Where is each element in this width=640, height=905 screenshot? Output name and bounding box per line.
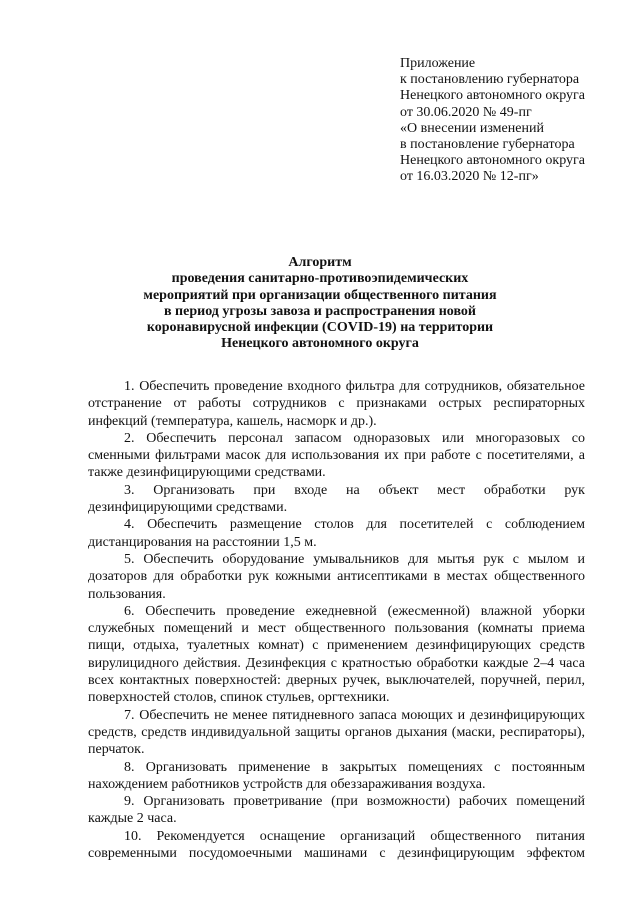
appendix-header [400,56,620,186]
appendix-line: от 16.03.2020 № 12-пг» [400,169,539,185]
list-item: 6. Обеспечить проведение ежедневной (ежесменной) влажной уборки служебных помещений и мест общественного пользования (комнаты приема пищи, отдыха, туалетных комнат) с применением дезинфицирующих средств вирулицидного действия. Дезинфекция с кратностью обработки каждые 2–4 часа всех контактных поверхностей: дверных ручек, выключателей, поручней, перил, поверхностей столов, спинок стульев, оргтехники. [88,603,585,706]
title-line: коронавирусной инфекции (COVID-19) на территории [146,320,494,336]
appendix-line: Ненецкого автономного округа [400,88,585,104]
appendix-line: Ненецкого автономного округа [400,153,585,169]
list-item: 7. Обеспечить не менее пятидневного запаса моющих и дезинфицирующих средств, средств индивидуальной защиты органов дыхания (маски, респираторы), перчаток. [88,707,585,758]
list-item: 10. Рекомендуется оснащение организаций общественного питания современными посудомоечными машинами с дезинфицирующим эффектом [88,828,585,862]
appendix-line: к постановлению губернатора [400,72,580,88]
list-item: 9. Организовать проветривание (при возможности) рабочих помещений каждые 2 часа. [88,794,585,827]
document-body [88,378,585,862]
title-line: Ненецкого автономного округа [221,336,419,352]
appendix-line: в постановление губернатора [400,137,575,153]
appendix-line: Приложение [400,56,476,71]
list-item: 5. Обеспечить оборудование умывальников для мытья рук с мылом и дозаторов для обработки рук кожными антисептиками в местах общественного пользования. [88,551,585,602]
title-line: мероприятий при организации общественного питания [143,287,497,303]
list-item: 4. Обеспечить размещение столов для посетителей с соблюдением дистанцирования на расстоянии 1,5 м. [88,517,585,550]
list-item: 8. Организовать применение в закрытых помещениях с постоянным нахождением работников устройств для обеззараживания воздуха. [88,759,585,792]
list-item: 2. Обеспечить персонал запасом одноразовых или многоразовых со сменными фильтрами масок для использования их при работе с посетителями, а также дезинфицирующими средствами. [88,430,585,481]
appendix-line: «О внесении изменений [400,120,544,136]
title-line: в период угрозы завоза и распространения новой [164,303,476,319]
title-line: Алгоритм [288,255,352,270]
document-title [120,255,520,353]
list-item: 3. Организовать при входе на объект мест обработки рук дезинфицирующими средствами. [88,482,585,516]
title-line: проведения санитарно-противоэпидемических [171,271,469,287]
appendix-line: от 30.06.2020 № 49-пг [400,104,532,120]
list-item: 1. Обеспечить проведение входного фильтра для сотрудников, обязательное отстранение от работы сотрудников с признаками острых респираторных инфекций (температура, кашель, насморк и др.). [88,379,585,429]
